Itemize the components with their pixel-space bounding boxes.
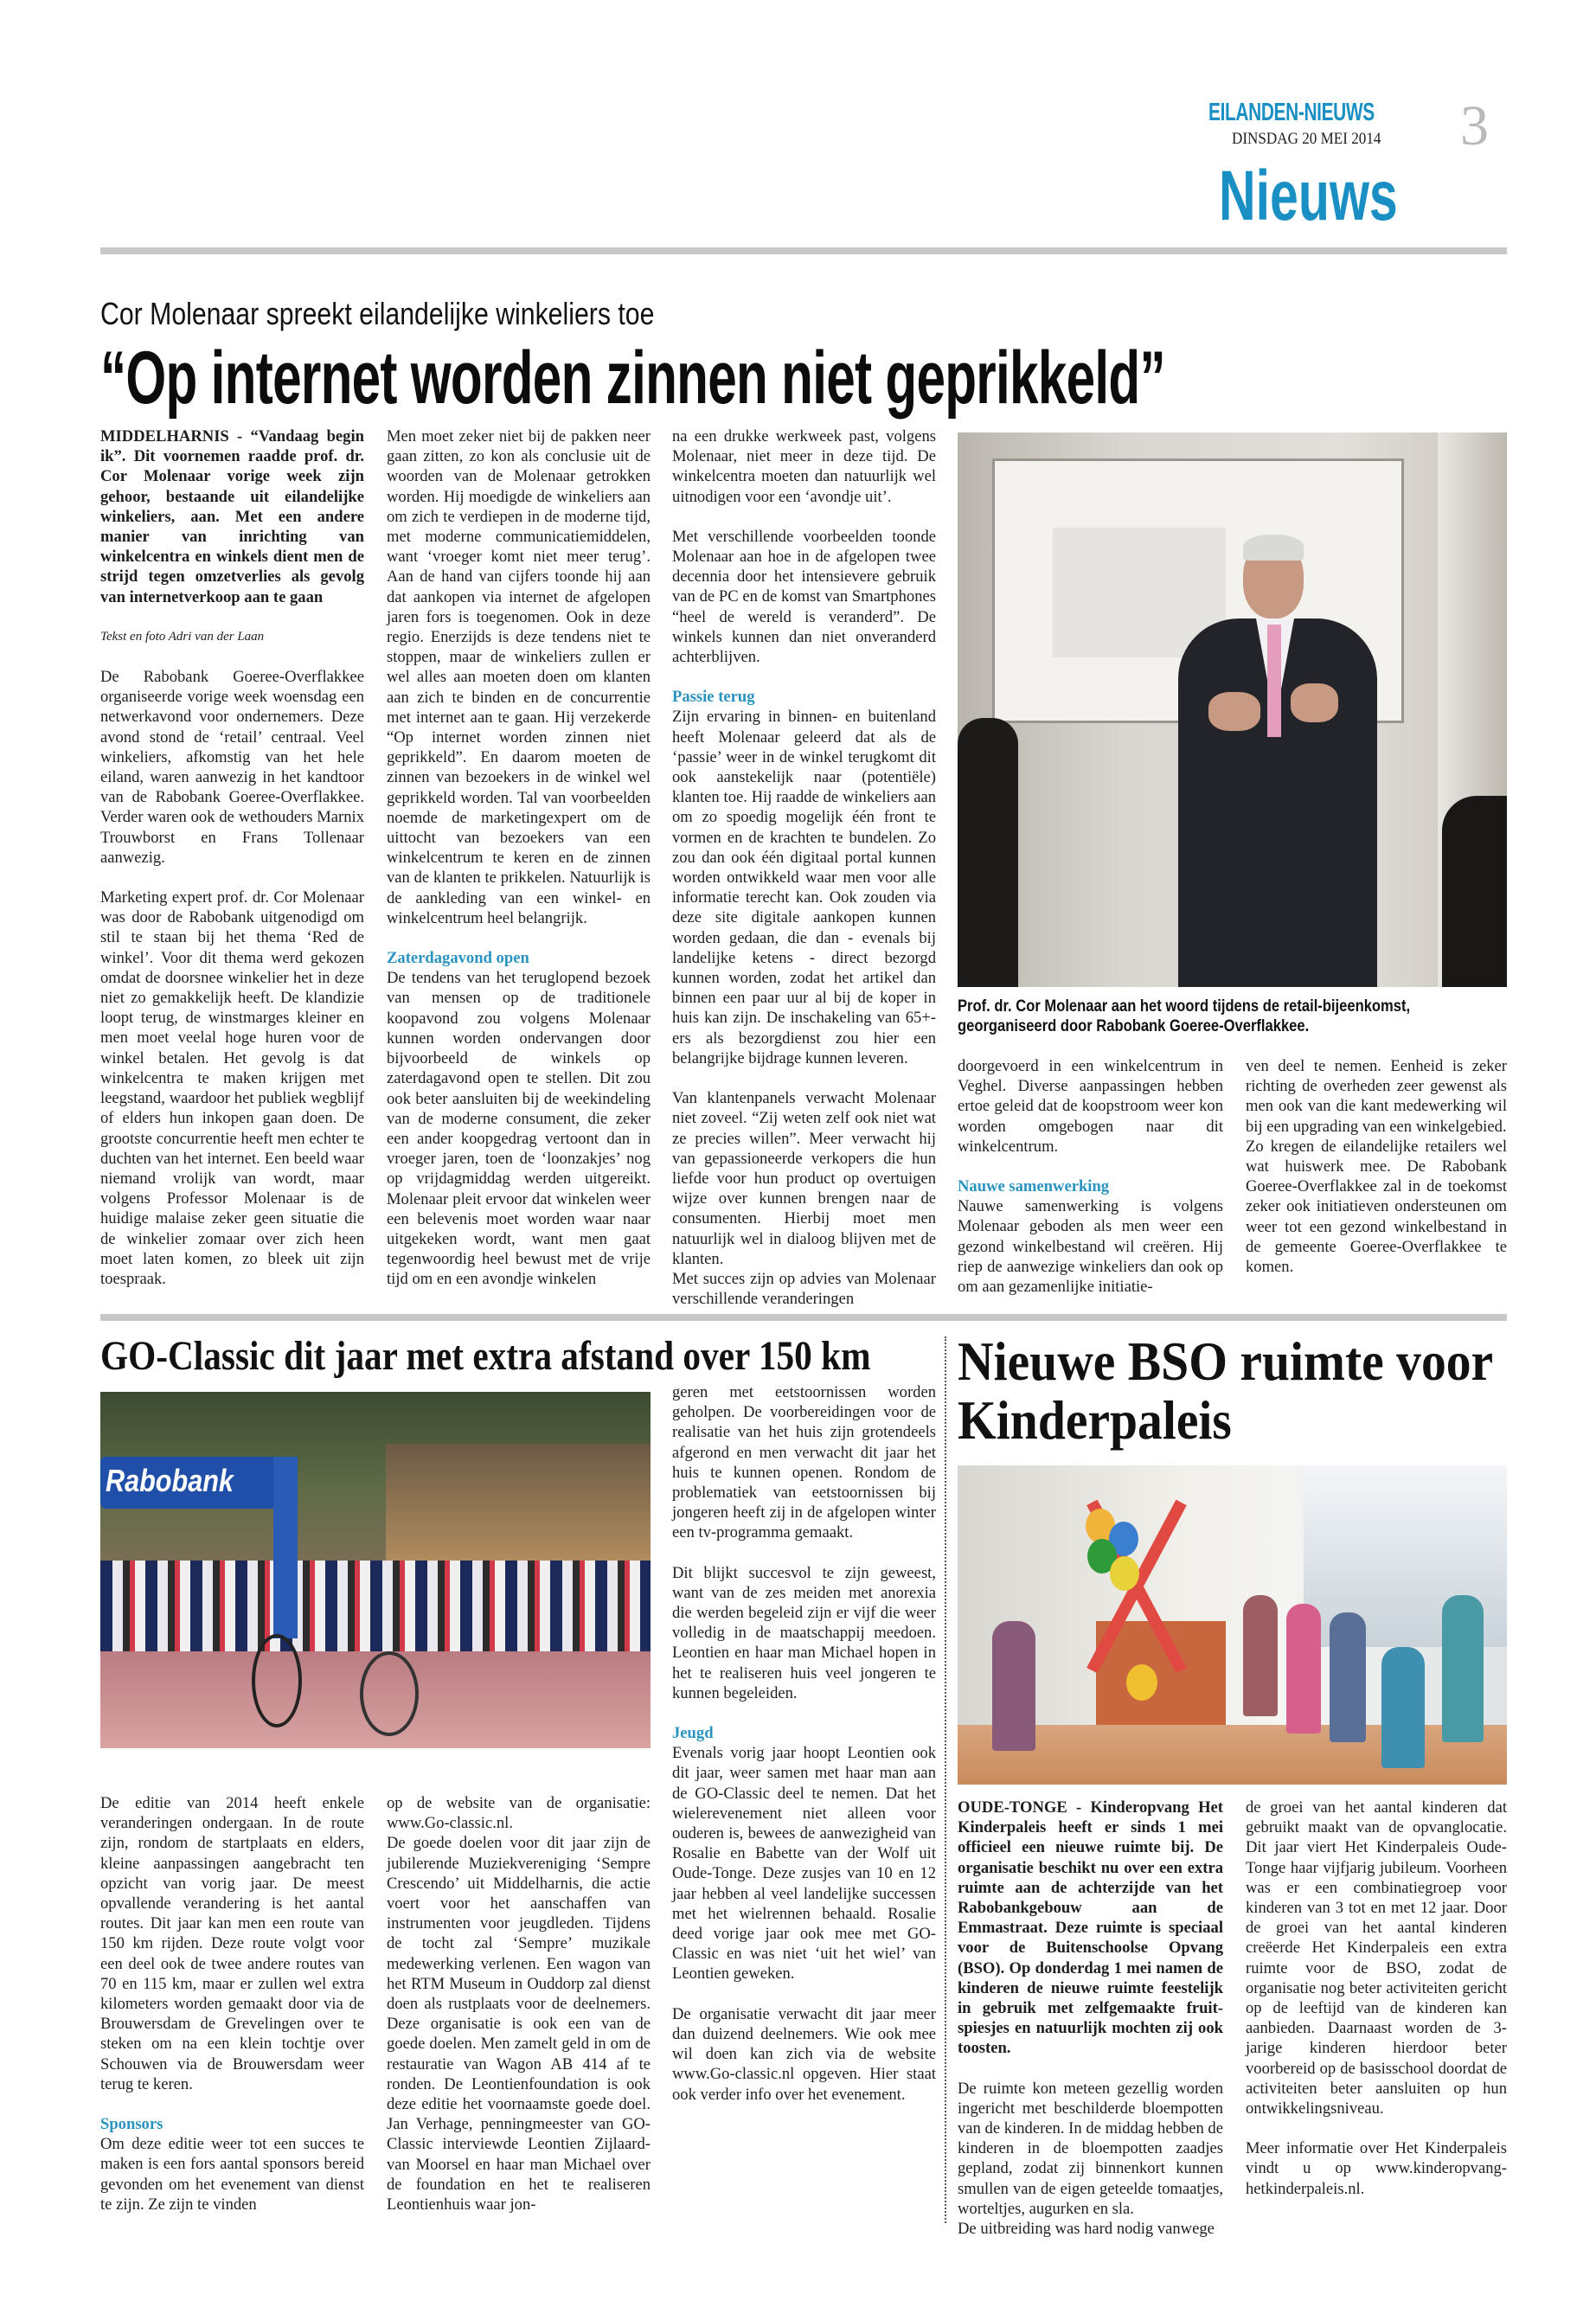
issue-date: DINSDAG 20 MEI 2014	[1232, 130, 1381, 148]
subheading: Nauwe samenwerking	[958, 1177, 1110, 1196]
cycling-race-photo	[100, 1392, 651, 1748]
lead-paragraph: OUDE-TONGE - Kinderopvang Het Kinderpaleis heeft er sinds 1 mei officieel een nieuwe ruimte bij. De organisatie beschikt nu over een extra ruimte aan de achterzijde van het Rabobankgebouw aan de Emmastraat. Deze ruimte is speciaal voor de Buitenschoolse Opvang (BSO). Op donderdag 1 mei namen de kinderen de nieuwe ruimte feestelijk in gebruik met zelfgemaakte fruit-spiesjes en natuurlijk mochten zij ook toosten.	[958, 1798, 1223, 2058]
photo-caption: Prof. dr. Cor Molenaar aan het woord tijdens de retail-bijeenkomst, georganiseerd door Rabobank Goeree-Overflakkee.	[958, 997, 1411, 1035]
body-paragraph: Van klantenpanels verwacht Molenaar niet zoveel. “Zij weten zelf ook niet wat ze precies willen”. Meer verwacht hij van gepassioneerde verkopers die hun liefde voor hun product op overtuigen wijze over kunnen brengen naar de consumenten. Hierbij moet men natuurlijk wel in dialoog blijven met de klanten.	[672, 1089, 936, 1268]
article-column	[387, 426, 651, 1290]
article-column	[1246, 1056, 1507, 1277]
body-paragraph: doorgevoerd in een winkelcentrum in Veghel. Diverse aanpassingen hebben ertoe geleid dat de koopstroom weer kon worden omgebogen naar dit winkelcentrum.	[958, 1057, 1223, 1156]
body-paragraph: Marketing expert prof. dr. Cor Molenaar was door de Rabobank uitgenodigd om stil te staan bij het thema ‘Red de winkel’. Voor dit thema werd gekozen omdat de doorsnee winkelier het in deze niet zo gemakkelijk heeft. De klandizie loopt terug, de winstmarges kleiner en men moet veelal hoge huren voor de winkel betalen. Het gevolg is dat winkelcentra te maken krijgen met leegstand, waardoor het publiek wegblijf of elders hun inkopen gaan doen. De grootste concurrentie heeft men echter te duchten van het internet. Een beeld waar niemand vrolijk van wordt, maar volgens Professor Molenaar is de huidige malaise zeker geen situatie die de winkelier zomaar over zich heen moet laten komen, zo bleek uit zijn toespraak.	[100, 888, 364, 1288]
body-paragraph: Dit blijkt succesvol te zijn geweest, want van de zes meiden met anorexia die werden begeleid zijn er vijf die weer volledig in de maatschappij meedoen. Leontien en haar man Michael hopen in het te realiseren huis veel jongeren te kunnen begeleiden.	[672, 1563, 936, 1702]
article-kicker: Cor Molenaar spreekt eilandelijke winkeliers toe	[100, 296, 655, 331]
article-headline: GO-Classic dit jaar met extra afstand over 150 km	[100, 1333, 871, 1379]
article-column	[100, 426, 364, 1289]
body-paragraph: de groei van het aantal kinderen dat gebruikt maakt van de opvanglocatie. Dit jaar viert Het Kinderpaleis Oude-Tonge haar vijfjarig jubileum. Voorheen was er een combinatiegroep voor kinderen van 3 tot en met 12 jaar. Door de groei van het aantal kinderen creëerde Het Kinderpaleis een extra ruimte voor de BSO, zodat de organisatie nog beter activiteiten gericht op de leeftijd van de kinderen kan aanbieden. Daarnaast worden de 3-jarige kinderen hierdoor beter voorbereid op de basisschool doordat de activiteiten beter aansluiten op hun ontwikkelingsniveau.	[1246, 1798, 1507, 2118]
body-paragraph: De tendens van het teruglopend bezoek van mensen op de traditionele koopavond zou volgens Molenaar kunnen worden ondervangen door bijvoorbeeld de winkels op zaterdagavond open te stellen. Dit zou ook beter aansluiten bij de weekindeling van de moderne consument, die zeker een ander koopgedrag vertoont dan in vroeger jaren, toen de ‘loonzakjes’ nog op vrijdagmiddag werden uitgereikt. Molenaar pleit ervoor dat winkelen weer een belevenis moet worden waar naar uitgekeken wordt, want men gaat tegenwoordig heel bewust met de vrije tijd om en een avondje winkelen	[387, 969, 651, 1289]
body-paragraph: ven deel te nemen. Eenheid is zeker richting de overheden zeer gewenst als men ook van die kant medewerking wil bij een upgrading van een winkelgebied.	[1246, 1057, 1507, 1136]
lead-paragraph: MIDDELHARNIS - “Vandaag begin ik”. Dit voornemen raadde prof. dr. Cor Molenaar vorige week zijn gehoor, bestaande uit eilandelijke winkeliers, aan. Met een andere manier van inrichting van winkelcentra en winkels dient men de strijd tegen omzetverlies als gevolg van internetverkoop aan te gaan	[100, 427, 364, 606]
article-column	[958, 1056, 1223, 1297]
article-column	[672, 426, 936, 1309]
article-column	[1246, 1798, 1507, 2199]
body-paragraph: Nauwe samenwerking is volgens Molenaar geboden als men weer een gezond winkelbestand wil creëren. Hij riep de aanwezige winkeliers dan ook op om aan gezamenlijke initiatie-	[958, 1197, 1223, 1297]
column-divider	[945, 1336, 946, 2223]
body-paragraph: De goede doelen voor dit jaar zijn de jubilerende Muziekvereniging ‘Sempre Crescendo’ uit Middelharnis, die actie voert voor het aanschaffen van instrumenten voor jeugdleden. Tijdens de tocht zal ‘Sempre’ muzikale medewerking verlenen. Een wagon van het RTM Museum in Ouddorp zal dienst doen als rustplaats voor de deelnemers. Deze organisatie is ook een van de goede doelen. Men zamelt geld in om de restauratie van Wagon AB 414 af te ronden. De Leontienfoundation is ook deze editie het voornaamste goede doel. Jan Verhage, penningmeester van GO-Classic interviewde Leontien Zijlaard-van Moorsel en haar man Michael over de foundation en het te realiseren Leontienhuis waar jon-	[387, 1834, 651, 2214]
body-paragraph: Met succes zijn op advies van Molenaar verschillende veranderingen	[672, 1269, 936, 1309]
body-paragraph: op de website van de organisatie: www.Go-classic.nl.	[387, 1794, 651, 1833]
section-title: Nieuws	[1219, 157, 1398, 235]
body-paragraph: Evenals vorig jaar hoopt Leontien ook dit jaar, weer samen met haar man aan de GO-Classic deel te nemen. Dat het wielerevenement niet alleen voor ouderen is, bewees de aanwezigheid van Rosalie en Babette van der Wolf uit Oude-Tonge. Deze zusjes van 10 en 12 jaar hebben al veel landelijke successen met het wielrennen behaald. Rosalie deed vorige jaar ook mee met GO-Classic en was niet ‘uit het wiel’ van Leontien geweken.	[672, 1744, 936, 1984]
body-paragraph: De uitbreiding was hard nodig vanwege	[958, 2220, 1215, 2239]
body-paragraph: De editie van 2014 heeft enkele veranderingen ondergaan. In de route zijn, rondom de startplaats en elders, kleine aanpassingen aangebracht ten opzicht van vorig jaar. De meest opvallende verandering is het aantal routes. Dit jaar kan men een route van 150 km rijden. Deze route volgt voor een deel ook de twee andere routes van 70 en 115 km, maar er zullen wel extra kilometers worden gemaakt door via de Brouwersdam de Grevelingen over te steken om na een klein tochtje over Schouwen via de Brouwersdam weer terug te keren.	[100, 1794, 364, 2093]
body-paragraph: Met verschillende voorbeelden toonde Molenaar aan hoe in de afgelopen twee decennia door het intensievere gebruik van de PC en de komst van Smartphones “heel de wereld is veranderd”. De winkels kunnen dan niet onveranderd achterblijven.	[672, 527, 936, 667]
article-column	[958, 1798, 1223, 2239]
body-paragraph: Zijn ervaring in binnen- en buitenland heeft Molenaar geleerd dat als de ‘passie’ weer in de winkel terugkomt dit ook aanstekelijk naar (potentiële) klanten toe. Hij raadde de winkeliers aan om zo spoedig mogelijk één front te vormen en de krachten te bundelen. Zo zou dan ook één digitaal portal kunnen worden ontwikkeld waar men voor alle informatie terecht kan. Ook zouden via deze site digitale aankopen kunnen worden gedaan, die dan - evenals bij landelijke ketens - direct bezorgd kunnen worden, zodat het artikel dan binnen een paar uur al bij de koper in huis kan zijn. De inschakeling van 65+-ers als bezorgdienst zou hier een belangrijke bijdrage kunnen leveren.	[672, 708, 936, 1067]
article-column	[672, 1382, 936, 2105]
article-headline: Nieuwe BSO ruimte voor Kinderpaleis	[958, 1330, 1493, 1451]
body-paragraph: Meer informatie over Het Kinderpaleis vindt u op www.kinderopvang-hetkinderpaleis.nl.	[1246, 2139, 1507, 2198]
subheading: Jeugd	[672, 1724, 714, 1743]
divider	[100, 1314, 1507, 1321]
divider	[100, 247, 1507, 254]
byline: Tekst en foto Adri van der Laan	[100, 629, 265, 644]
article-column	[100, 1793, 364, 2214]
speaker-photo	[958, 433, 1507, 987]
body-paragraph: Om deze editie weer tot een succes te maken is een fors aantal sponsors bereid gevonden om het evenement van dienst te zijn. Ze zijn te vinden	[100, 2135, 364, 2214]
body-paragraph: Men moet zeker niet bij de pakken neer gaan zitten, zo kon als conclusie uit de woorden van de Molenaar getrokken worden. Hij moedigde de winkeliers aan om zich te verdiepen in de moderne tijd, met moderne communicatiemiddelen, want ‘vroeger komt niet meer terug’. Aan de hand van cijfers toonde hij aan dat aankopen via internet de afgelopen jaren fors is toegenomen. Ook in deze regio. Enerzijds is deze tendens niet te stoppen, maar de winkeliers zullen er wel alles aan moeten doen om klanten aan zich te binden en de concurrentie met internet aan te gaan. Hij verzekerde “Op internet worden zinnen niet geprikkeld”. En daarom moeten de zinnen van bezoekers in de winkel wel geprikkeld worden. Tal van voorbeelden noemde de marketingexpert om de uittocht van bezoekers van een winkelcentrum te keren en de zinnen van de klanten te prikkelen. Natuurlijk is de aankleding van een winkel- en winkelcentrum heel belangrijk.	[387, 427, 651, 927]
children-photo	[958, 1465, 1507, 1785]
subheading: Zaterdagavond open	[387, 949, 529, 968]
body-paragraph: geren met eetstoornissen worden geholpen. De voorbereidingen voor de realisatie van het huis zijn grotendeels afgerond en men verwacht dit jaar het huis te kunnen openen. Rondom de problematiek van eetstoornissen bij jongeren heeft zij in de afgelopen winter een tv-programma gemaakt.	[672, 1383, 936, 1542]
article-column	[387, 1793, 651, 2214]
newspaper-logo: EILANDEN-NIEUWS	[1208, 99, 1375, 126]
subheading: Sponsors	[100, 2115, 163, 2134]
body-paragraph: De Rabobank Goeree-Overflakkee organiseerde vorige week woensdag een netwerkavond voor ondernemers. Deze avond stond de ‘retail’ centraal. Veel winkeliers, afkomstig van het hele eiland, waren aanwezig in het kandtoor van de Rabobank Goeree-Overflakkee. Verder waren ook de wethouders Marnix Trouwborst en Frans Tollenaar aanwezig.	[100, 668, 364, 867]
subheading: Passie terug	[672, 688, 755, 707]
body-paragraph: na een drukke werkweek past, volgens Molenaar, niet meer in deze tijd. De winkelcentra moeten dan natuurlijk wel uitnodigen voor een ‘avondje uit’.	[672, 427, 936, 506]
page-number: 3	[1460, 94, 1489, 157]
article-headline: “Op internet worden zinnen niet geprikkeld”	[100, 336, 1165, 420]
banner-text: Rabobank	[106, 1463, 234, 1498]
body-paragraph: De ruimte kon meteen gezellig worden ingericht met beschilderde bloempotten van de kinderen. In de middag hebben de kinderen in de bloempotten zaadjes gepland, zodat zij binnenkort kunnen smullen van de eigen geteelde tomaatjes, worteltjes, augurken en sla.	[958, 2079, 1223, 2218]
body-paragraph: Zo kregen de eilandelijke retailers wel wat huiswerk mee. De Rabobank Goeree-Overflakkee zal in de toekomst zeker ook initiatieven ondersteunen om weer tot een gezond winkelbestand in de gemeente Goeree-Overflakkee te komen.	[1246, 1137, 1507, 1277]
body-paragraph: De organisatie verwacht dit jaar meer dan duizend deelnemers. Wie ook mee wil doen kan zich via de website www.Go-classic.nl opgeven. Hier staat ook verder info over het evenement.	[672, 2004, 936, 2104]
